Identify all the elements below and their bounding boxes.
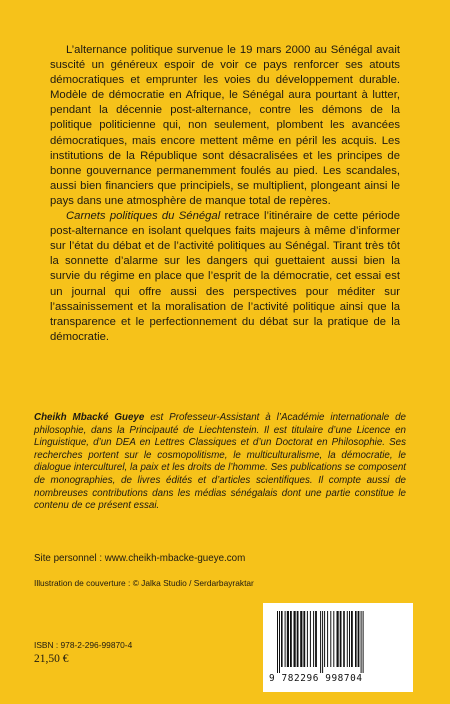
- barcode-bar: [279, 611, 280, 673]
- barcode-bars: [273, 611, 405, 673]
- barcode-bar: [347, 611, 348, 667]
- blurb-paragraph-1: L’alternance politique survenue le 19 mars 2000 au Sénégal avait suscité un généreux espoir de voir ce pays renforcer ses atouts démocratiques et emprunter les voies du développement durable. Modèle de démocratie en Afrique, le Sénégal aura pourtant à lutter, pendant la décennie post-alternance, contre les démons de la politique politicienne qui, non seulement, plombent les avancées démocratiques, mais encore mettent même en péril les acquis. Les institutions de la République sont désacralisées et les principes de bonne gouvernance permanemment foulés au pied. Les scandales, aussi bien financiers que principiels, se multiplient, plongeant ainsi le pays dans une atmosphère de manque total de repères.: [50, 44, 400, 207]
- barcode-bar: [333, 611, 334, 667]
- barcode-bar: [307, 611, 308, 667]
- barcode-bar: [358, 611, 360, 667]
- author-bio: [34, 412, 406, 513]
- barcode-digits: 9 782296 998704: [269, 673, 363, 684]
- barcode-bar: [337, 611, 339, 667]
- barcode-bar: [303, 611, 305, 667]
- barcode-bar: [300, 611, 302, 667]
- barcode-bar: [287, 611, 289, 667]
- barcode-bar: [297, 611, 299, 667]
- barcode-bar: [363, 611, 364, 673]
- barcode-bar: [294, 611, 296, 667]
- blurb-paragraph-2-text: retrace l’itinéraire de cette période post-alternance en isolant quelques faits majeurs à même d’informer sur l’état du débat et de l’activité politiques au Sénégal. Tirant très tôt la sonnette d’alarme sur les dangers qui guettaient aussi bien la survie du régime en place que l’esprit de la démocratie, cet essai est un journal qui offre aussi des perspectives pour méditer sur l’assainissement et la moralisation de l’activité politique ainsi que la transparence et le perfectionnement du débat sur la pratique de la démocratie.: [50, 210, 400, 343]
- barcode-bar: [281, 611, 283, 667]
- barcode-bar: [340, 611, 342, 667]
- isbn: ISBN : 978-2-296-99870-4: [34, 640, 133, 650]
- price: 21,50 €: [34, 653, 69, 665]
- barcode-bar: [285, 611, 286, 667]
- blurb-paragraph-2: [50, 209, 400, 345]
- barcode-bar: [322, 611, 323, 673]
- barcode-bar: [355, 611, 357, 667]
- author-name: Cheikh Mbacké Gueye: [34, 412, 145, 423]
- barcode: [263, 603, 413, 692]
- barcode-bar: [310, 611, 311, 667]
- barcode-bar: [343, 611, 345, 667]
- author-bio-text: est Professeur-Assistant à l’Académie internationale de philosophie, dans la Principauté de Liechtenstein. Il est titulaire d’une Licence en Linguistique, d’un DEA en Lettres Classiques et d’un Doctorat en Philosophie. Ses recherches portent sur le cosmopolitisme, le multiculturalisme, la démocratie, le dialogue interculturel, la paix et les droits de l’homme. Ses publications se composent de monographies, de livres édités et d’articles scientifiques. Il compte aussi de nombreuses contributions dans les médias sénégalais dont une partie constitue le contenu de ce présent essai.: [34, 412, 406, 512]
- barcode-bar: [349, 611, 350, 667]
- barcode-bar: [361, 611, 362, 673]
- barcode-bar: [313, 611, 314, 667]
- barcode-bar: [351, 611, 353, 667]
- barcode-bar: [330, 611, 331, 667]
- barcode-bar: [320, 611, 321, 673]
- barcode-bar: [324, 611, 325, 667]
- book-title: Carnets politiques du Sénégal: [66, 210, 221, 223]
- back-cover-blurb: [50, 43, 400, 345]
- barcode-bar: [315, 611, 317, 667]
- barcode-bar: [290, 611, 292, 667]
- cover-illustration-credit: Illustration de couverture : © Jalka Studio / Serdarbayraktar: [34, 578, 254, 588]
- author-website: Site personnel : www.cheikh-mbacke-gueye.com: [34, 553, 246, 564]
- barcode-bar: [277, 611, 278, 673]
- barcode-bar: [327, 611, 328, 667]
